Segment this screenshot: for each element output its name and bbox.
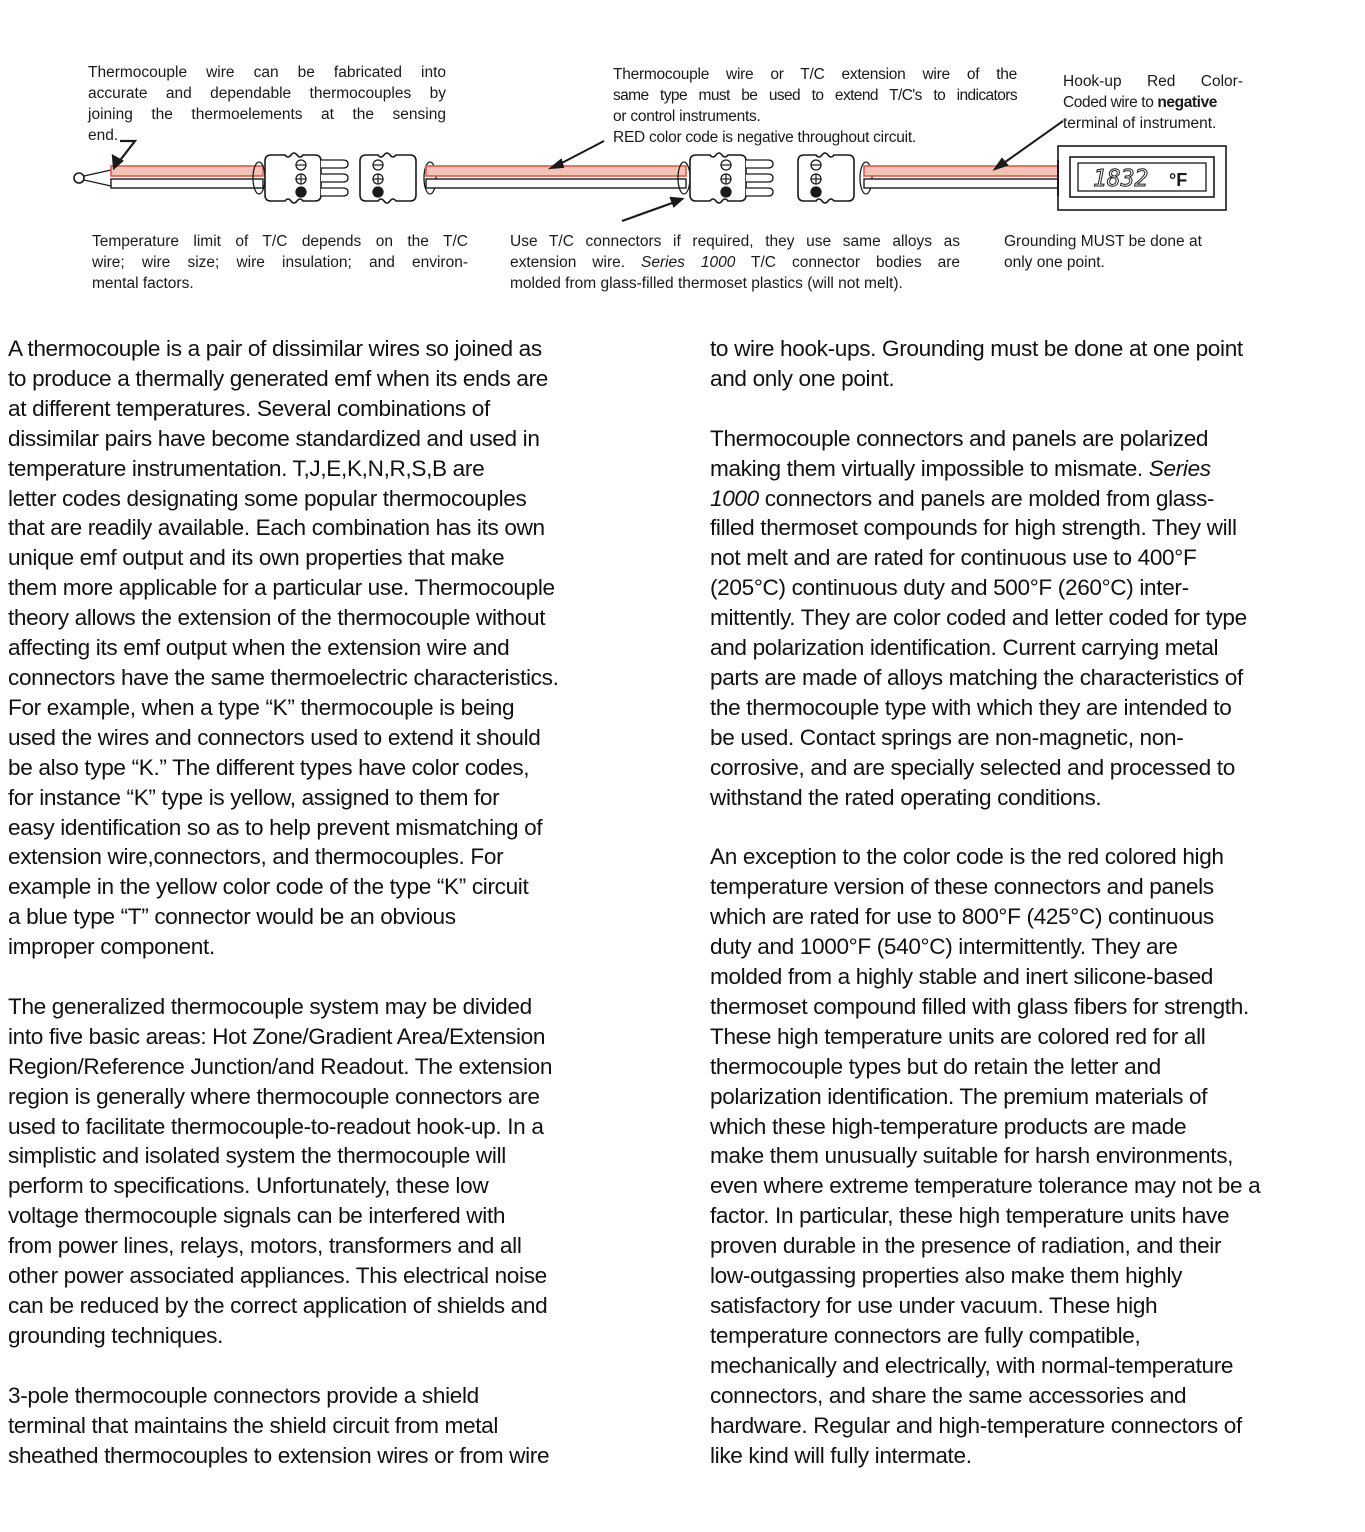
text: corrosive, and are specially selected and processed to: [710, 754, 1235, 780]
text-line: [710, 753, 1360, 783]
paragraph: [710, 334, 1360, 394]
arrow-icon-connectors: [622, 198, 682, 221]
caption-line: [1063, 92, 1243, 113]
paragraph-gap: [8, 1351, 668, 1381]
text-line: [710, 633, 1360, 663]
paragraph: [710, 842, 1360, 1470]
caption-line: terminal of instrument.: [1063, 115, 1217, 132]
text-line: example in the yellow color code of the type “K” circuit: [8, 874, 529, 900]
text-line: that are readily available. Each combination has its own: [8, 515, 545, 541]
text-line: them more applicable for a particular use. Thermocouple: [8, 575, 555, 601]
text-line: mechanically and electrically, with normal-temperature: [710, 1352, 1234, 1378]
text-line: even where extreme temperature tolerance may not be a: [710, 1173, 1261, 1199]
text: parts are made of alloys matching the characteristics of: [710, 664, 1243, 690]
text-line: [710, 513, 1360, 543]
paragraph: [8, 1381, 668, 1471]
text-line: for instance “K” type is yellow, assigned to them for: [8, 784, 500, 810]
extension-wire-2: [864, 166, 1060, 188]
caption-line: Use T/C connectors if required, they use same alloys as: [510, 233, 960, 250]
text: the thermocouple type with which they are intended to: [710, 694, 1232, 720]
text-line: For example, when a type “K” thermocouple is being: [8, 694, 515, 720]
extension-wire: [426, 166, 686, 188]
paragraph: [8, 992, 668, 1351]
caption-line: only one point.: [1004, 254, 1105, 271]
text-line: Region/Reference Junction/and Readout. The extension: [8, 1053, 553, 1079]
paragraph-gap: [8, 962, 668, 992]
text-line: proven durable in the presence of radiation, and their: [710, 1233, 1222, 1259]
text-line: [710, 783, 1360, 813]
text-line: temperature connectors are fully compatible,: [710, 1322, 1141, 1348]
text-line: be also type “K.” The different types have color codes,: [8, 754, 530, 780]
text-line: temperature version of these connectors and panels: [710, 874, 1214, 900]
caption-text: T/C connector bodies are: [735, 254, 960, 271]
paragraph: [710, 424, 1360, 813]
text-line: can be reduced by the correct application of shields and: [8, 1292, 548, 1318]
caption-connectors: [510, 231, 960, 294]
text-line: theory allows the extension of the thermocouple without: [8, 605, 546, 631]
thermocouple-wire: [111, 166, 263, 188]
caption-bold-negative: negative: [1157, 94, 1218, 111]
paragraph-gap: [710, 812, 1360, 842]
caption-line: end.: [88, 127, 119, 144]
text: withstand the rated operating conditions.: [710, 784, 1102, 810]
text-line: temperature instrumentation. T,J,E,K,N,R,S,B are: [8, 455, 485, 481]
connector-jack-female-1: [360, 153, 436, 203]
text-line: satisfactory for use under vacuum. These high: [710, 1292, 1158, 1318]
instrument-display: [1058, 146, 1226, 210]
text-line: [710, 424, 1360, 454]
text-line: [710, 663, 1360, 693]
text-line: thermoset compound filled with glass fibers for strength.: [710, 993, 1249, 1019]
text-line: connectors, and share the same accessories and: [710, 1382, 1187, 1408]
text-line: from power lines, relays, motors, transformers and all: [8, 1233, 522, 1259]
text-line: extension wire,connectors, and thermocouples. For: [8, 844, 504, 870]
text-line: a blue type “T” connector would be an obvious: [8, 904, 456, 930]
text: be used. Contact springs are non-magnetic, non-: [710, 724, 1184, 750]
text-line: easy identification so as to help prevent mismatching of: [8, 814, 543, 840]
text-line: [710, 543, 1360, 573]
caption-line: Hook-up Red Color-: [1063, 73, 1243, 90]
text-line: at different temperatures. Several combinations of: [8, 395, 490, 421]
text-line: other power associated appliances. This electrical noise: [8, 1263, 547, 1289]
caption-hookup: [1063, 71, 1243, 134]
text: making them virtually impossible to mismate.: [710, 455, 1149, 481]
text-line: [710, 573, 1360, 603]
text-line: into five basic areas: Hot Zone/Gradient Area/Extension: [8, 1023, 546, 1049]
connector-plug-male-1: [253, 153, 348, 203]
caption-text: Coded wire to: [1063, 94, 1158, 111]
caption-line: or control instruments.: [613, 108, 761, 125]
text-line: [710, 454, 1360, 484]
text-line: and only one point.: [710, 365, 895, 391]
readout-value: 1832: [1093, 166, 1149, 192]
text-line: improper component.: [8, 934, 215, 960]
caption-line: RED color code is negative throughout circuit.: [613, 129, 916, 146]
text-line: sheathed thermocouples to extension wires or from wire: [8, 1442, 550, 1468]
italic-text: Series: [1148, 455, 1211, 481]
text-line: voltage thermocouple signals can be interfered with: [8, 1203, 506, 1229]
caption-line: mental factors.: [92, 275, 194, 292]
text: (205°C) continuous duty and 500°F (260°C) inter-: [710, 575, 1189, 601]
caption-temperature-limit: [92, 231, 468, 294]
text: mittently. They are color coded and letter coded for type: [710, 605, 1247, 631]
italic-text: 1000: [710, 485, 759, 511]
text-line: [710, 723, 1360, 753]
text-line: used the wires and connectors used to extend it should: [8, 724, 541, 750]
text: filled thermoset compounds for high strength. They will: [710, 515, 1237, 541]
text-line: duty and 1000°F (540°C) intermittently. They are: [710, 934, 1178, 960]
caption-line: accurate and dependable thermocouples by: [88, 85, 446, 102]
readout-unit: °F: [1169, 170, 1188, 190]
text-line: The generalized thermocouple system may be divided: [8, 993, 532, 1019]
text-line: to produce a thermally generated emf when its ends are: [8, 365, 548, 391]
text-line: 3-pole thermocouple connectors provide a shield: [8, 1382, 479, 1408]
body-left-column: [8, 334, 668, 1470]
text-line: A thermocouple is a pair of dissimilar wires so joined as: [8, 336, 542, 361]
text-line: terminal that maintains the shield circuit from metal: [8, 1412, 499, 1438]
text-line: like kind will fully intermate.: [710, 1442, 972, 1468]
caption-line: same type must be used to extend T/C's to indicators: [613, 87, 1017, 104]
text-line: perform to specifications. Unfortunately, these low: [8, 1173, 489, 1199]
caption-fabrication: [88, 62, 446, 146]
caption-text: extension wire.: [510, 254, 641, 271]
text-line: used to facilitate thermocouple-to-readout hook-up. In a: [8, 1113, 544, 1139]
text-line: to wire hook-ups. Grounding must be done at one point: [710, 336, 1243, 361]
caption-italic-series: Series 1000: [640, 254, 736, 271]
text: connectors and panels are molded from glass-: [758, 485, 1215, 511]
caption-line: Thermocouple wire or T/C extension wire of the: [613, 66, 1017, 83]
caption-line: Temperature limit of T/C depends on the T/C: [92, 233, 468, 250]
caption-line: Thermocouple wire can be fabricated into: [88, 64, 446, 81]
text-line: grounding techniques.: [8, 1322, 223, 1348]
text-line: which these high-temperature products are made: [710, 1113, 1187, 1139]
text-line: make them unusually suitable for harsh environments,: [710, 1143, 1234, 1169]
caption-line: Grounding MUST be done at: [1004, 233, 1202, 250]
text-line: These high temperature units are colored red for all: [710, 1023, 1206, 1049]
connector-jack-female-2: [798, 153, 872, 203]
text-line: simplistic and isolated system the thermocouple will: [8, 1143, 506, 1169]
text: and polarization identification. Current carrying metal: [710, 635, 1219, 661]
text-line: which are rated for use to 800°F (425°C) continuous: [710, 904, 1214, 930]
text-line: region is generally where thermocouple connectors are: [8, 1083, 540, 1109]
body-right-column: [710, 334, 1360, 1470]
caption-line: molded from glass-filled thermoset plastics (will not melt).: [510, 275, 903, 292]
text-line: affecting its emf output when the extension wire and: [8, 635, 510, 661]
text-line: letter codes designating some popular thermocouples: [8, 485, 527, 511]
text-line: low-outgassing properties also make them highly: [710, 1263, 1183, 1289]
text-line: An exception to the color code is the red colored high: [710, 844, 1224, 870]
text-line: [710, 484, 1360, 514]
text-line: molded from a highly stable and inert silicone-based: [710, 964, 1214, 989]
paragraph: [8, 334, 668, 962]
sensing-junction: [74, 170, 111, 186]
text-line: dissimilar pairs have become standardized and used in: [8, 425, 540, 451]
caption-grounding: [1004, 231, 1244, 273]
caption-extension: [613, 64, 1017, 148]
text: Thermocouple connectors and panels are polarized: [710, 425, 1209, 451]
text-line: hardware. Regular and high-temperature connectors of: [710, 1412, 1242, 1438]
text-line: connectors have the same thermoelectric characteristics.: [8, 664, 559, 690]
text-line: unique emf output and its own properties that make: [8, 545, 505, 571]
connector-plug-male-2: [678, 153, 773, 203]
text-line: polarization identification. The premium materials of: [710, 1083, 1208, 1109]
text-line: [710, 603, 1360, 633]
text-line: [710, 693, 1360, 723]
paragraph-gap: [710, 394, 1360, 424]
arrow-icon-extension: [551, 141, 604, 168]
caption-line: joining the thermoelements at the sensing: [88, 106, 446, 123]
text-line: thermocouple types but do retain the letter and: [710, 1053, 1161, 1079]
text: not melt and are rated for continuous use to 400°F: [710, 545, 1197, 571]
caption-line: wire; wire size; wire insulation; and environ-: [92, 254, 468, 271]
caption-line: [510, 252, 960, 273]
text-line: factor. In particular, these high temperature units have: [710, 1203, 1230, 1229]
